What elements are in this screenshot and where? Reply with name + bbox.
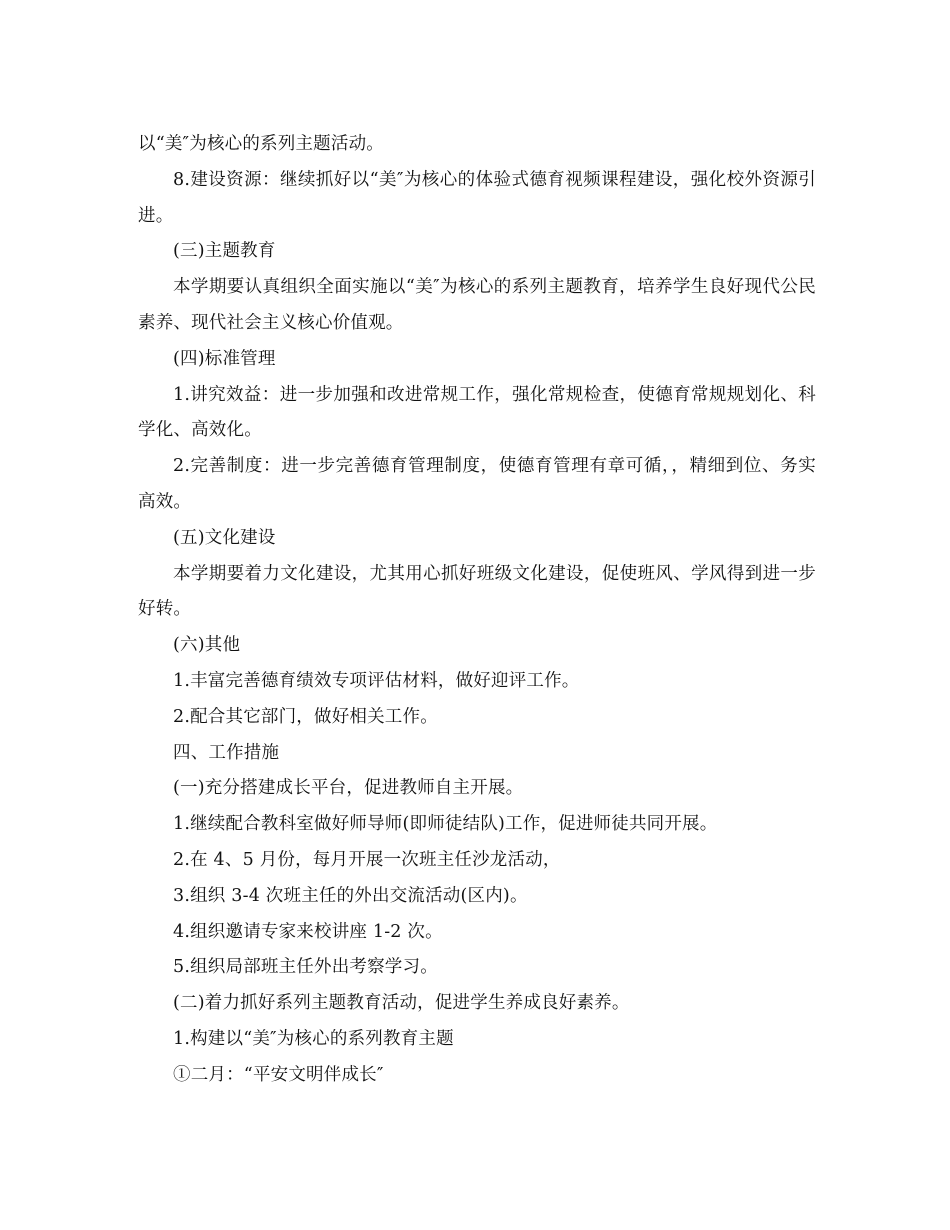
section-heading-culture: (五)文化建设	[173, 527, 276, 548]
paragraph-measure-item-5: 5.组织局部班主任外出考察学习。	[173, 957, 438, 978]
section-heading-measures: 四、工作措施	[173, 742, 280, 763]
paragraph-theme-education: 本学期要认真组织全面实施以“美″为核心的系列主题教育，培养学生良好现代公民素养、现代社会主义核心价值观。	[138, 277, 816, 333]
section-heading-other: (六)其他	[173, 635, 241, 656]
section-heading-standard-management: (四)标准管理	[173, 348, 276, 369]
paragraph-measure-item-3: 3.组织 3-4 次班主任的外出交流活动(区内)。	[173, 885, 528, 906]
paragraph-item-1-efficiency: 1.讲究效益：进一步加强和改进常规工作，强化常规检查，使德育常规规划化、科学化、高效化。	[138, 384, 816, 441]
paragraph-other-item-1: 1.丰富完善德育绩效专项评估材料，做好迎评工作。	[173, 670, 580, 691]
paragraph-item-8-resources: 8.建设资源：继续抓好以“美″为核心的体验式德育视频课程建设，强化校外资源引进。	[138, 169, 816, 226]
paragraph-culture: 本学期要着力文化建设，尤其用心抓好班级文化建设，促使班风、学风得到进一步好转。	[138, 563, 816, 620]
subsection-heading-theme-activities: (二)着力抓好系列主题教育活动，促进学生养成良好素养。	[173, 993, 630, 1014]
paragraph-measure-item-1: 1.继续配合教科室做好师导师(即师徒结队)工作，促进师徒共同开展。	[173, 814, 718, 835]
paragraph-theme-item-1: 1.构建以“美″为核心的系列教育主题	[173, 1028, 454, 1049]
section-heading-theme-education: (三)主题教育	[173, 241, 276, 262]
paragraph-continuation: 以“美″为核心的系列主题活动。	[138, 134, 384, 154]
paragraph-measure-item-4: 4.组织邀请专家来校讲座 1-2 次。	[173, 921, 443, 942]
paragraph-measure-item-2: 2.在 4、5 月份，每月开展一次班主任沙龙活动，	[173, 849, 561, 870]
subsection-heading-growth-platform: (一)充分搭建成长平台，促进教师自主开展。	[173, 778, 524, 799]
paragraph-month-february: ①二月：“平安文明伴成长″	[173, 1064, 384, 1085]
paragraph-item-2-system: 2.完善制度：进一步完善德育管理制度，使德育管理有章可循，，精细到位、务实高效。	[138, 456, 816, 512]
document-body	[138, 127, 816, 1094]
paragraph-other-item-2: 2.配合其它部门，做好相关工作。	[173, 706, 438, 727]
